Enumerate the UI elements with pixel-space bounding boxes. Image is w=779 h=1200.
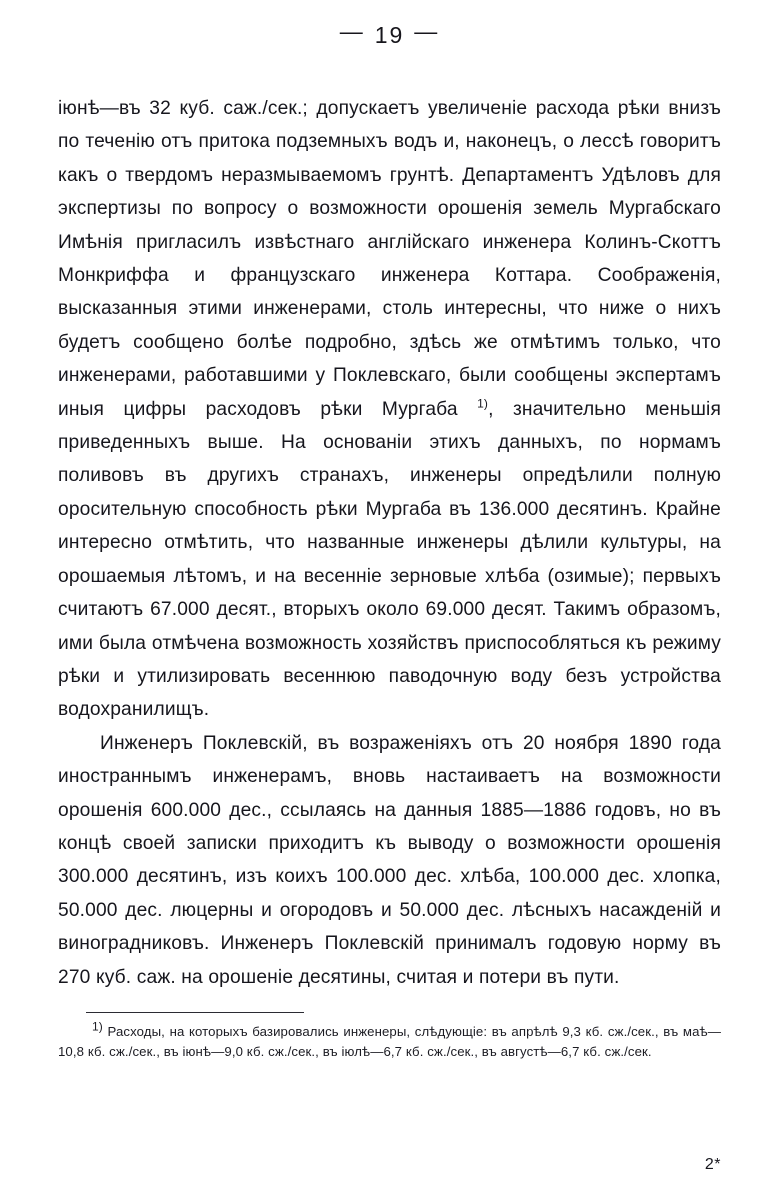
header-dash-left: — <box>339 18 365 44</box>
footnote-divider <box>86 1012 304 1013</box>
paragraph-1-text: іюнѣ—въ 32 куб. саж./сек.; допускаетъ увеличеніе расхода рѣки внизъ по теченію отъ притока подземныхъ водъ и, наконецъ, о лессѣ говоритъ какъ о твердомъ неразмываемомъ грунтѣ. Департаментъ Удѣловъ для экспертизы по вопросу о возможности орошенія земель Мургабскаго Имѣнія пригласилъ извѣстнаго англійскаго инженера Колинъ-Скоттъ Монкриффа и французскаго инженера Коттара. Соображенія, высказанныя этими инженерами, столь интересны, что ниже о нихъ будетъ сообщено болѣе подробно, здѣсь же отмѣтимъ только, что инженерами, работавшими у Поклевскаго, были сообщены экспертамъ иныя цифры расходовъ рѣки Мургаба <box>58 98 721 420</box>
paragraph-2: Инженеръ Поклевскій, въ возраженіяхъ отъ 20 ноября 1890 года иностраннымъ инженерамъ, вновь настаиваетъ на возможности орошенія 600.000 дес., ссылаясь на данныя 1885—1886 годовъ, но въ концѣ своей записки приходитъ къ выводу о возможности орошенія 300.000 десятинъ, изъ коихъ 100.000 дес. хлѣба, 100.000 дес. хлопка, 50.000 дес. люцерны и огородовъ и 50.000 дес. лѣсныхъ насажденій и виноградниковъ. Инженеръ Поклевскій принималъ годовую норму въ 270 куб. саж. на орошеніе десятины, считая и потери въ пути. <box>58 732 721 988</box>
footnote-body: Расходы, на которыхъ базировались инженеры, слѣдующіе: въ апрѣлѣ 9,3 кб. сж./сек., въ маѣ—10,8 кб. сж./сек., въ іюнѣ—9,0 кб. сж./сек., въ іюлѣ—6,7 кб. сж./сек., въ августѣ—6,7 кб. сж./сек. <box>58 1023 721 1060</box>
paragraph-1-text-after: , значительно меньшія приведенныхъ выше. На основаніи этихъ данныхъ, по нормамъ поливовъ въ другихъ странахъ, инженеры опредѣлили полную оросительную способность рѣки Мургаба въ 136.000 десятинъ. Крайне интересно отмѣтить, что названные инженеры дѣлили культуры, на орошаемыя лѣтомъ, и на весенніе зерновые хлѣба (озимые); первыхъ считаютъ 67.000 десят., вторыхъ около 69.000 десят. Такимъ образомъ, ими была отмѣчена возможность хозяйствъ приспособляться къ режиму рѣки и утилизировать весеннюю паводочную воду безъ устройства водохранилищъ. <box>58 398 721 721</box>
header-dash-right: — <box>414 18 440 44</box>
page-signature: 2* <box>704 1156 721 1173</box>
paragraph-1 <box>58 92 721 727</box>
footnote-marker: 1) <box>92 1019 103 1034</box>
footnote-reference: 1) <box>477 396 489 411</box>
footnote-block <box>58 1019 721 1063</box>
body-text <box>58 92 721 994</box>
footnote-text <box>58 1019 721 1063</box>
page-header <box>58 0 721 70</box>
page-number: 19 <box>374 22 405 48</box>
